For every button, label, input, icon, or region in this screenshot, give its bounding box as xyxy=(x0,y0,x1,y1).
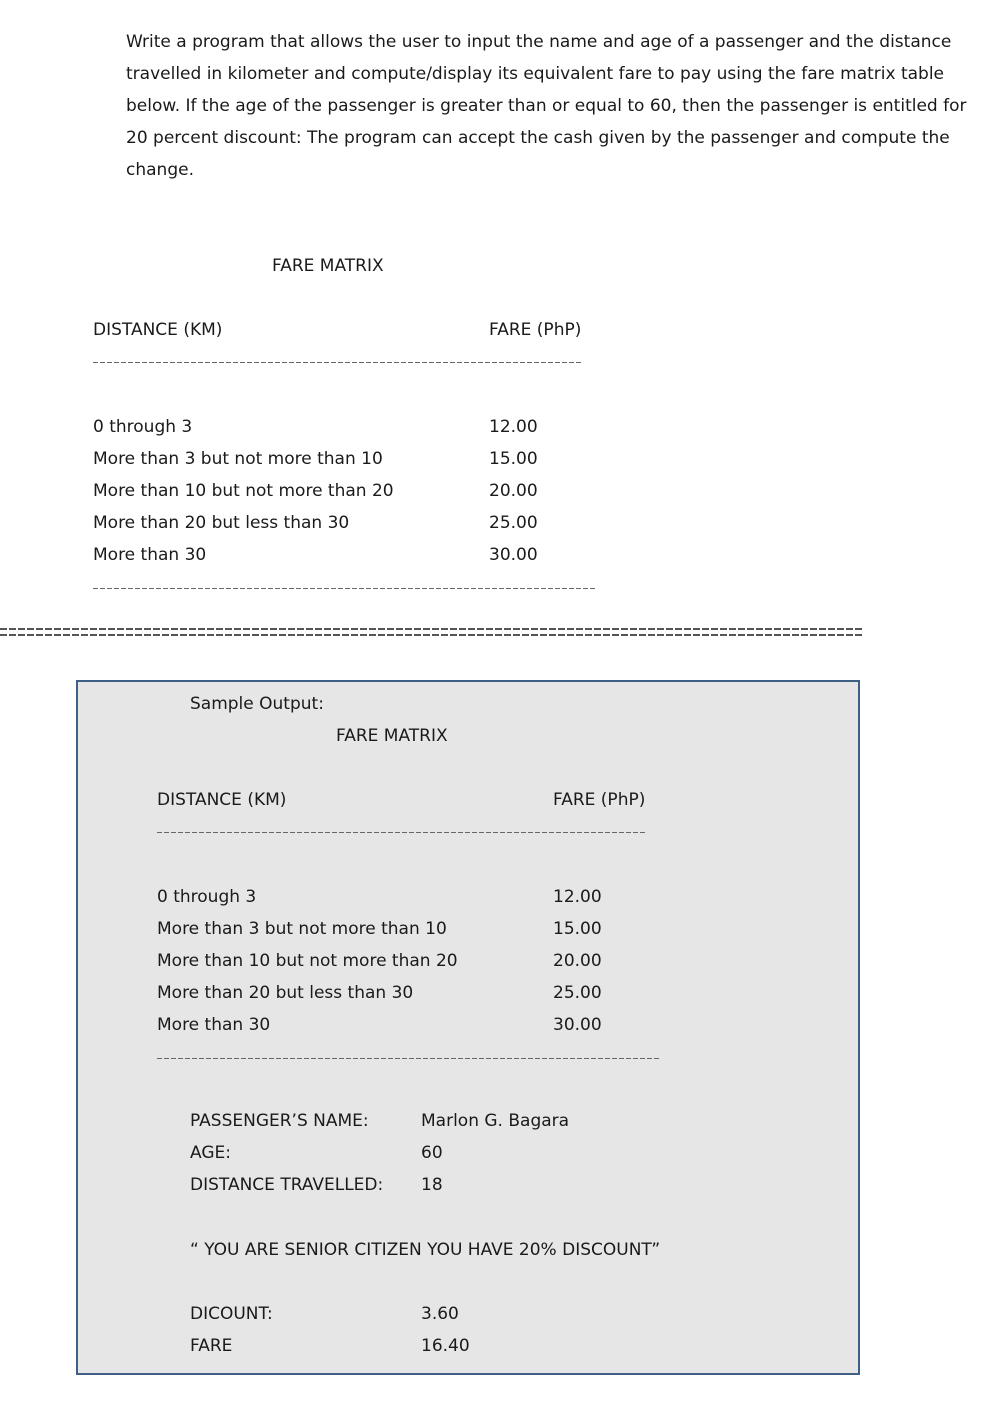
sample-col-distance: DISTANCE (KM) xyxy=(157,790,287,810)
sample-col-fare: FARE (PhP) xyxy=(553,790,646,810)
instruction-line: 20 percent discount: The program can accept the cash given by the passenger and compute the xyxy=(126,128,950,148)
sample-row-distance: 0 through 3 xyxy=(157,887,257,907)
sample-footer-divider xyxy=(157,1058,659,1059)
matrix-col-distance: DISTANCE (KM) xyxy=(93,320,223,340)
matrix-footer-divider xyxy=(93,588,595,589)
matrix-header-divider xyxy=(93,362,582,363)
senior-discount-message: “ YOU ARE SENIOR CITIZEN YOU HAVE 20% DISCOUNT” xyxy=(190,1240,661,1260)
sample-row-distance: More than 10 but not more than 20 xyxy=(157,951,458,971)
matrix-row-distance: More than 20 but less than 30 xyxy=(93,513,350,533)
age-value: 60 xyxy=(421,1143,443,1163)
instruction-line: travelled in kilometer and compute/display its equivalent fare to pay using the fare matrix table xyxy=(126,64,945,84)
matrix-row-distance: More than 30 xyxy=(93,545,207,565)
sample-heading: Sample Output: xyxy=(190,694,324,714)
distance-travelled-label: DISTANCE TRAVELLED: xyxy=(190,1175,384,1195)
matrix-row-fare: 30.00 xyxy=(489,545,538,565)
sample-row-fare: 20.00 xyxy=(553,951,602,971)
instruction-line: below. If the age of the passenger is greater than or equal to 60, then the passenger is entitled for xyxy=(126,96,967,116)
sample-header-divider xyxy=(157,832,646,833)
matrix-row-distance: More than 3 but not more than 10 xyxy=(93,449,383,469)
sample-row-fare: 15.00 xyxy=(553,919,602,939)
distance-travelled-value: 18 xyxy=(421,1175,443,1195)
matrix-row-fare: 25.00 xyxy=(489,513,538,533)
matrix-row-fare: 20.00 xyxy=(489,481,538,501)
discount-label: DICOUNT: xyxy=(190,1304,273,1324)
fare-value: 16.40 xyxy=(421,1336,470,1356)
sample-row-distance: More than 20 but less than 30 xyxy=(157,983,414,1003)
matrix-col-fare: FARE (PhP) xyxy=(489,320,582,340)
age-label: AGE: xyxy=(190,1143,231,1163)
matrix-row-distance: More than 10 but not more than 20 xyxy=(93,481,394,501)
sample-row-distance: More than 30 xyxy=(157,1015,271,1035)
sample-row-fare: 12.00 xyxy=(553,887,602,907)
passenger-name-label: PASSENGER’S NAME: xyxy=(190,1111,369,1131)
instructions-paragraph xyxy=(126,30,967,190)
fare-label: FARE xyxy=(190,1336,233,1356)
discount-value: 3.60 xyxy=(421,1304,459,1324)
sample-row-fare: 25.00 xyxy=(553,983,602,1003)
instruction-line: change. xyxy=(126,160,194,180)
sample-row-distance: More than 3 but not more than 10 xyxy=(157,919,447,939)
matrix-row-fare: 12.00 xyxy=(489,417,538,437)
matrix-row-fare: 15.00 xyxy=(489,449,538,469)
matrix-title: FARE MATRIX xyxy=(272,256,384,276)
matrix-row-distance: 0 through 3 xyxy=(93,417,193,437)
section-separator-top xyxy=(0,628,862,630)
passenger-name-value: Marlon G. Bagara xyxy=(421,1111,570,1131)
section-separator-bottom xyxy=(0,634,862,636)
sample-row-fare: 30.00 xyxy=(553,1015,602,1035)
sample-matrix-title: FARE MATRIX xyxy=(336,726,448,746)
instruction-line: Write a program that allows the user to input the name and age of a passenger and the distance xyxy=(126,32,952,52)
